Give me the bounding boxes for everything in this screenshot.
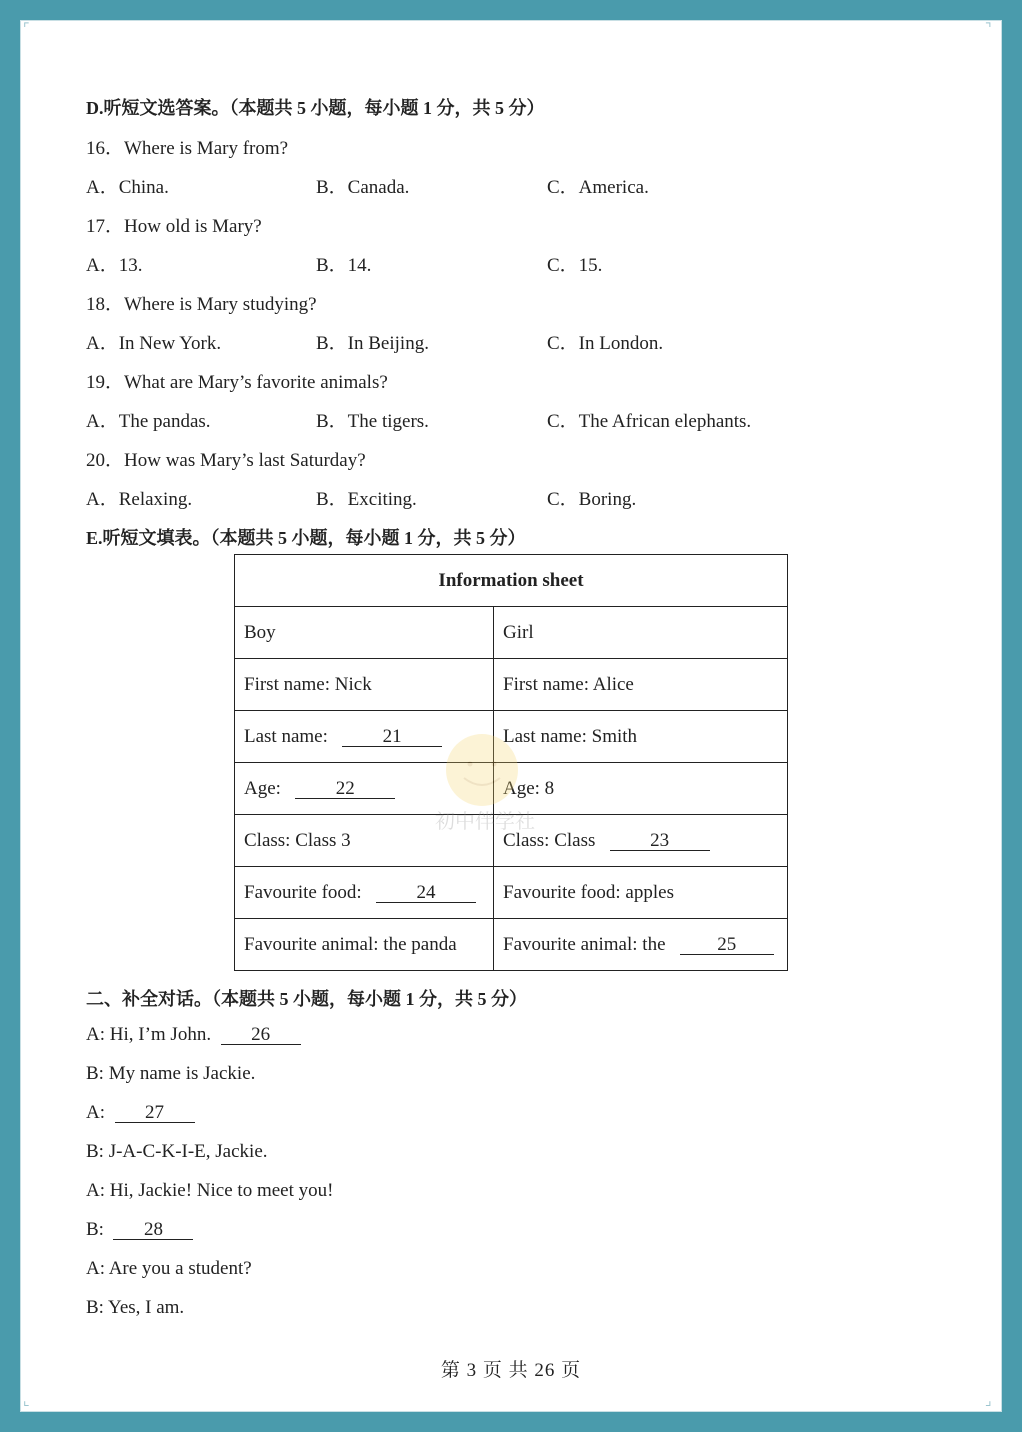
boy-last-name-cell xyxy=(235,711,494,763)
section-e-heading: E.听短文填表。（本题共 5 小题，每小题 1 分，共 5 分） xyxy=(86,528,526,548)
girl-class-cell xyxy=(494,815,788,867)
blank-25: 25 xyxy=(680,936,774,955)
question-16: 16．Where is Mary from? xyxy=(86,138,289,159)
boy-food-cell xyxy=(235,867,494,919)
option-18-c: C．In London. xyxy=(547,333,664,354)
boy-age-cell xyxy=(235,763,494,815)
corner-ornament: ⌜ xyxy=(23,22,30,37)
option-20-a: A．Relaxing. xyxy=(86,489,193,510)
dialogue-line-8: B: Yes, I am. xyxy=(86,1297,185,1318)
section-two-heading: 二、补全对话。（本题共 5 小题，每小题 1 分，共 5 分） xyxy=(86,989,527,1009)
girl-age: Age: 8 xyxy=(494,763,788,815)
option-19-a: A．The pandas. xyxy=(86,411,211,432)
dialogue-line-5: A: Hi, Jackie! Nice to meet you! xyxy=(86,1180,334,1201)
blank-24: 24 xyxy=(376,884,476,903)
blank-23: 23 xyxy=(610,832,710,851)
question-19: 19．What are Mary’s favorite animals? xyxy=(86,372,388,393)
question-18: 18．Where is Mary studying? xyxy=(86,294,317,315)
boy-class: Class: Class 3 xyxy=(235,815,494,867)
option-17-c: C．15. xyxy=(547,255,603,276)
table-title: Information sheet xyxy=(235,555,788,607)
dialogue-line-7: A: Are you a student? xyxy=(86,1258,252,1279)
corner-ornament: ⌞ xyxy=(23,1394,30,1409)
boy-last-name-label: Last name: xyxy=(244,725,328,747)
information-sheet-table xyxy=(234,554,788,971)
girl-class-label: Class: Class xyxy=(503,829,596,851)
dialogue-text: A: Hi, I’m John. xyxy=(86,1024,212,1045)
dialogue-text: A: xyxy=(86,1102,105,1123)
section-d-heading: D.听短文选答案。（本题共 5 小题，每小题 1 分，共 5 分） xyxy=(86,98,545,118)
boy-food-label: Favourite food: xyxy=(244,881,362,903)
watermark-text: 初中伴学社 xyxy=(435,809,535,833)
dialogue-line-2: B: My name is Jackie. xyxy=(86,1063,256,1084)
option-20-c: C．Boring. xyxy=(547,489,637,510)
girl-animal-cell xyxy=(494,919,788,971)
boy-header: Boy xyxy=(235,607,494,659)
option-19-b: B．The tigers. xyxy=(316,411,429,432)
corner-ornament: ⌟ xyxy=(985,1394,992,1409)
blank-28: 28 xyxy=(113,1221,193,1240)
page-footer: 第 3 页 共 26 页 xyxy=(440,1360,582,1381)
girl-animal-label: Favourite animal: the xyxy=(503,933,666,955)
boy-age-label: Age: xyxy=(244,777,281,799)
question-20: 20．How was Mary’s last Saturday? xyxy=(86,450,366,471)
blank-22: 22 xyxy=(295,780,395,799)
boy-animal: Favourite animal: the panda xyxy=(235,919,494,971)
boy-first-name: First name: Nick xyxy=(235,659,494,711)
option-17-a: A．13. xyxy=(86,255,143,276)
option-18-b: B．In Beijing. xyxy=(316,333,429,354)
blank-26: 26 xyxy=(221,1026,301,1045)
option-18-a: A．In New York. xyxy=(86,333,222,354)
dialogue-line-6 xyxy=(86,1219,193,1241)
girl-food: Favourite food: apples xyxy=(494,867,788,919)
corner-ornament: ⌝ xyxy=(985,22,992,37)
option-16-a: A．China. xyxy=(86,177,169,198)
option-20-b: B．Exciting. xyxy=(316,489,417,510)
blank-27: 27 xyxy=(115,1104,195,1123)
girl-first-name: First name: Alice xyxy=(494,659,788,711)
dialogue-line-3 xyxy=(86,1102,195,1124)
dialogue-line-1 xyxy=(86,1024,301,1046)
option-19-c: C．The African elephants. xyxy=(547,411,752,432)
option-17-b: B．14. xyxy=(316,255,372,276)
blank-21: 21 xyxy=(342,728,442,747)
option-16-c: C．America. xyxy=(547,177,649,198)
dialogue-line-4: B: J-A-C-K-I-E, Jackie. xyxy=(86,1141,268,1162)
option-16-b: B．Canada. xyxy=(316,177,410,198)
dialogue-text: B: xyxy=(86,1219,104,1240)
girl-header: Girl xyxy=(494,607,788,659)
question-17: 17．How old is Mary? xyxy=(86,216,262,237)
girl-last-name: Last name: Smith xyxy=(494,711,788,763)
